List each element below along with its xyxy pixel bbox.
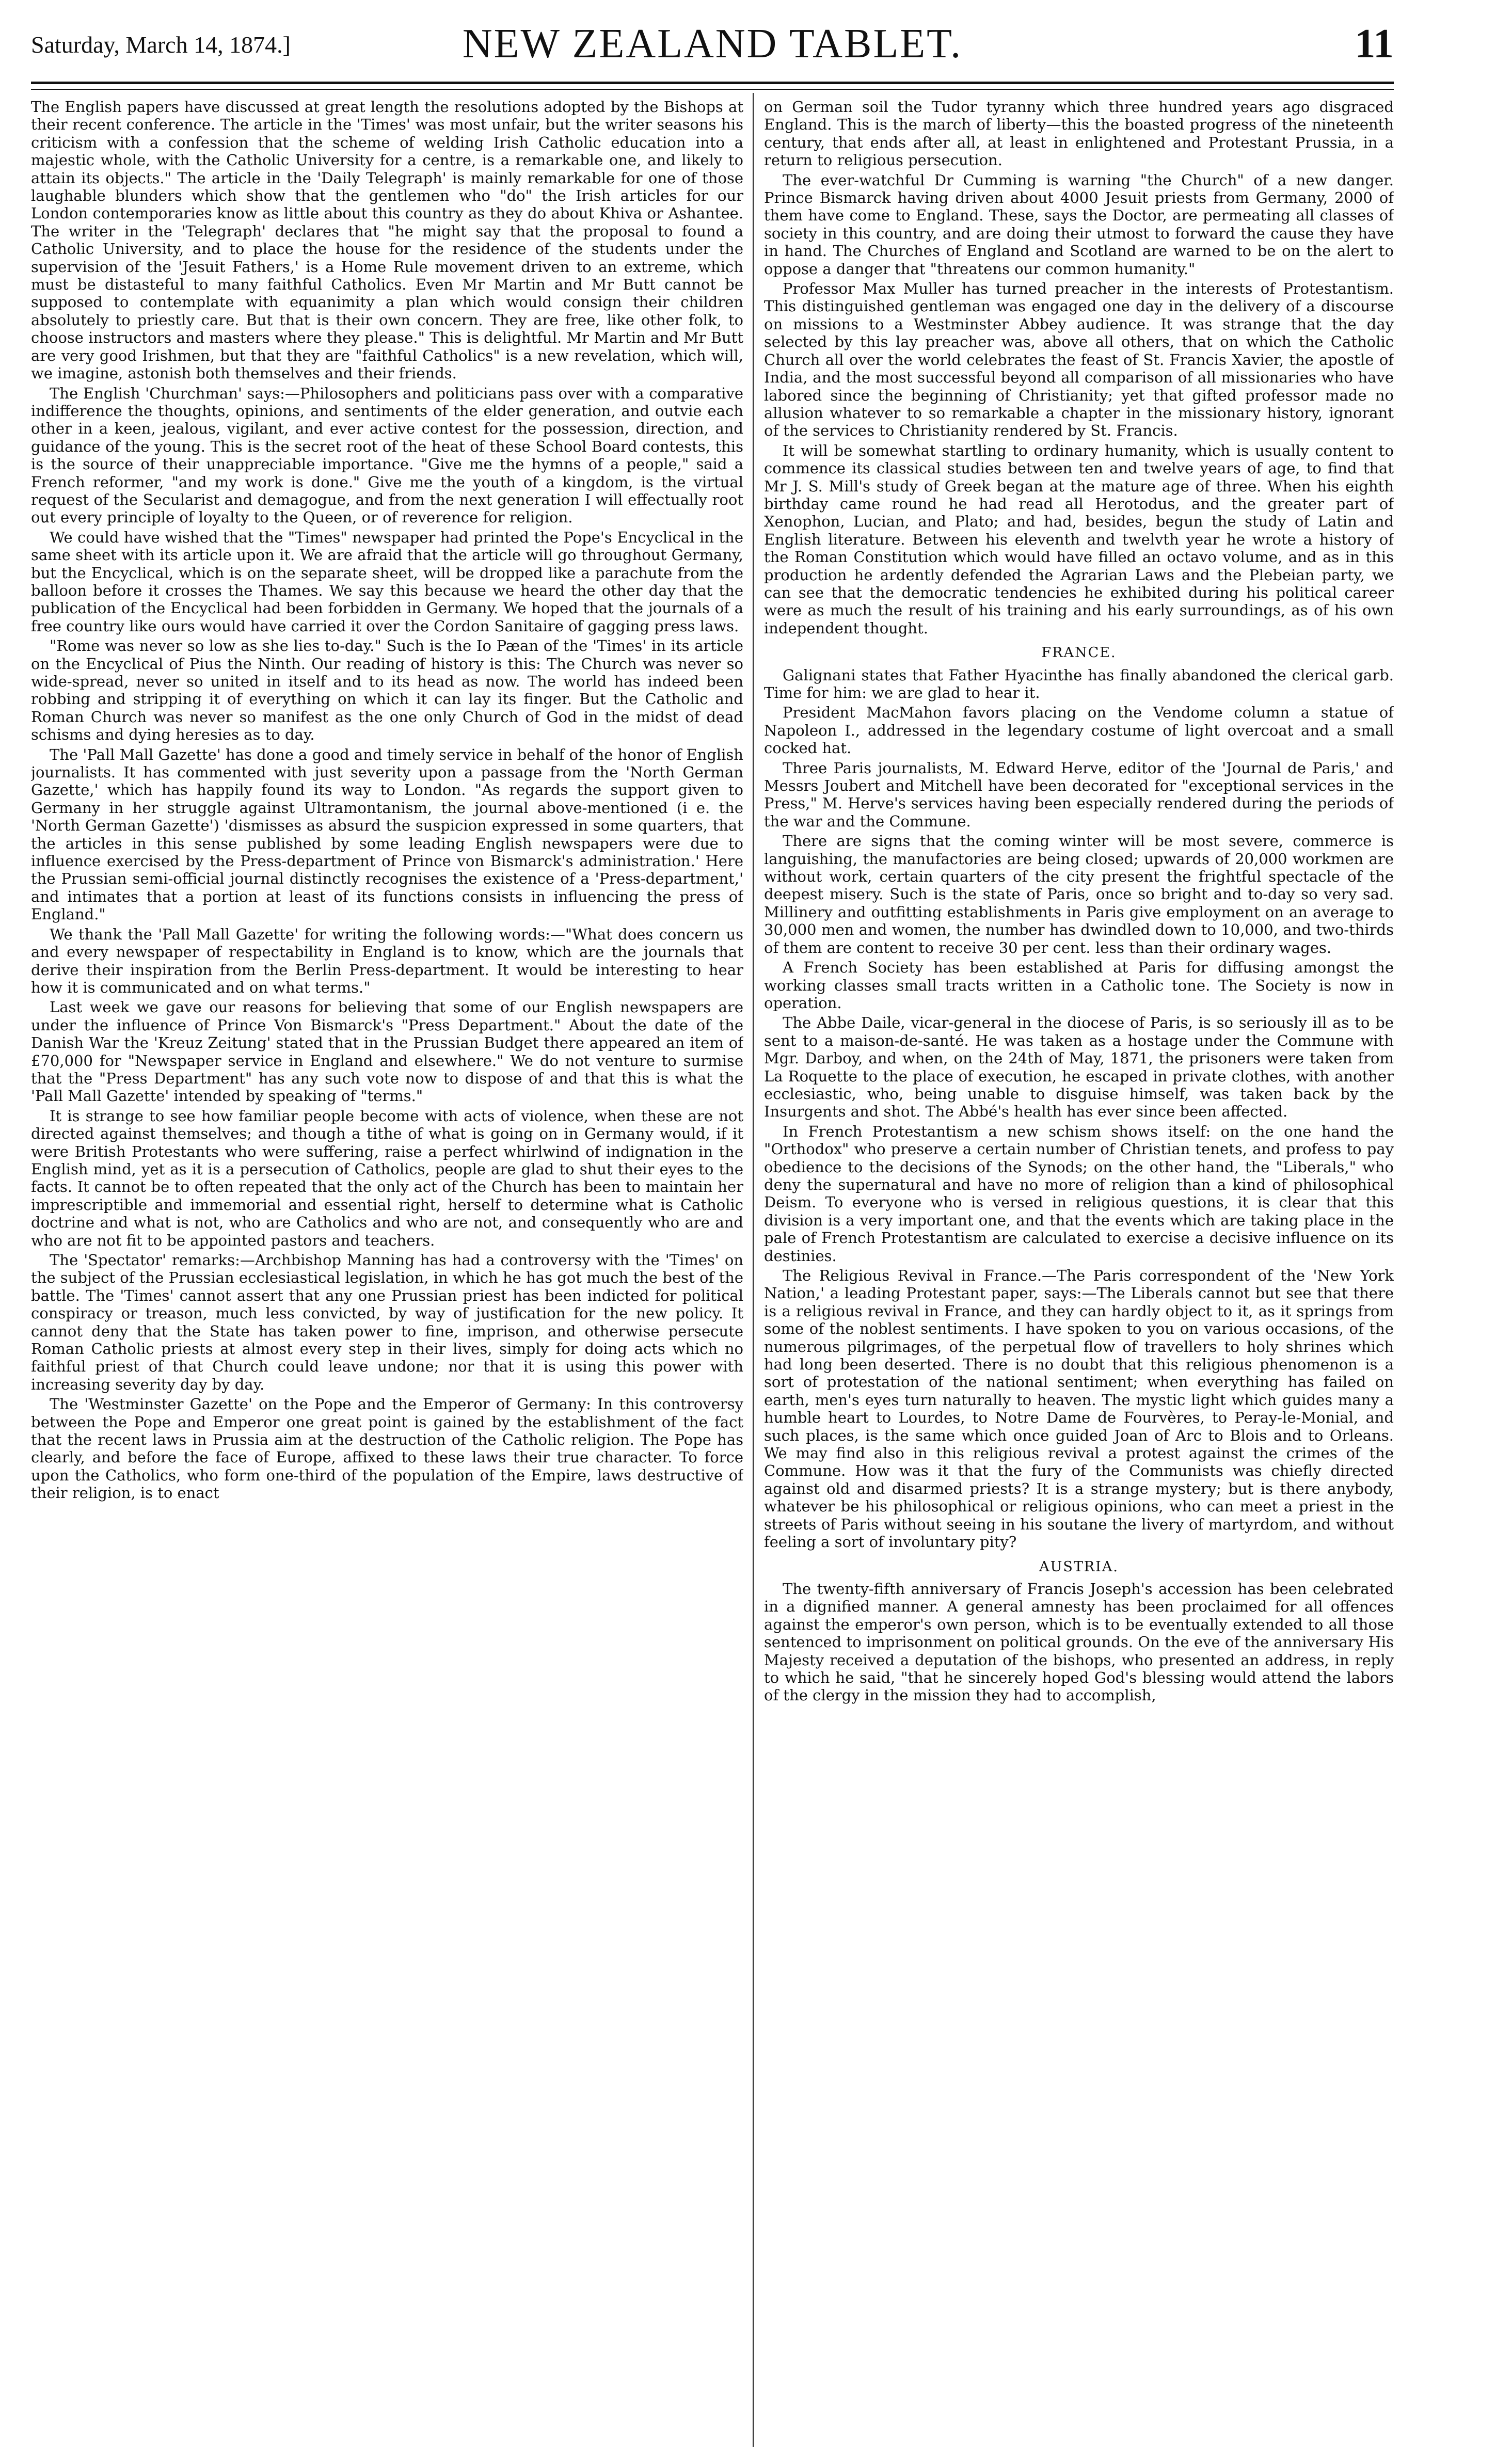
article-paragraph: Professor Max Muller has turned preacher in the interests of Protestantism. This distinguished gentleman was engaged one day in the delivery of a discourse on missions to a Westminster Abbey audience. It was strange that the day selected by this lay preacher was, above all others, that on which the Catholic Church all over the world celebrates the feast of St. Francis Xavier, the apostle of India, and the most successful beyond all comparison of all missionaries who have labored since the beginning of Christianity; yet that gifted professor made no allusion whatever to so remarkable a chapter in the missionary history, ignorant of the services to Christianity rendered by St. Francis. bbox=[764, 280, 1394, 440]
column-divider bbox=[753, 93, 754, 2447]
left-column bbox=[31, 98, 743, 2436]
article-paragraph: "Rome was never so low as she lies to-day." Such is the Io Pæan of the 'Times' in its article on the Encyclical of Pius the Ninth. Our reading of history is this: The Church was never so wide-spread, never so united in itself and to its head as now. The world has indeed been robbing and stripping it of everything on which it can lay its finger. But the Catholic and Roman Church was never so manifest as the one only Church of God in the midst of dead schisms and dying heresies as to day. bbox=[31, 637, 743, 744]
page-number: 11 bbox=[1355, 21, 1394, 67]
article-paragraph: The twenty-fifth anniversary of Francis Joseph's accession has been celebrated in a dignified manner. A general amnesty has been proclaimed for all offences against the emperor's own person, which is to be eventually extended to all those sentenced to imprisonment on political grounds. On the eve of the anniversary His Majesty received a deputation of the bishops, who presented an address, in reply to which he said, "that he sincerely hoped God's blessing would attend the labors of the clergy in the mission they had to accomplish, bbox=[764, 1580, 1394, 1704]
article-paragraph: In French Protestantism a new schism shows itself: on the one hand the "Orthodox" who preserve a certain number of Christian tenets, and profess to pay obedience to the decisions of the Synods; on the other hand, the "Liberals," who deny the supernatural and have no more of religion than a kind of philosophical Deism. To everyone who is versed in religious questions, it is clear that this division is a very important one, and that the events which are taking place in the pale of French Protestantism are calculated to exercise a decisive influence on its destinies. bbox=[764, 1122, 1394, 1265]
header-rule-thin bbox=[31, 89, 1394, 90]
article-paragraph: The English 'Churchman' says:—Philosophers and politicians pass over with a comparative indifference the thoughts, opinions, and sentiments of the elder generation, and outvie each other in a keen, jealous, vigilant, and ever active contest for the possession, direction, and guidance of the young. This is the secret root of the heat of these School Board contests, this is the source of their unappreciable importance. "Give me the hymns of a people," said a French reformer, "and my work is done." Give me the youth of a kingdom, is the virtual request of the Secularist and demagogue, and from the next generation I will effectually root out every principle of loyalty to the Queen, or of reverence for religion. bbox=[31, 384, 743, 527]
article-paragraph: on German soil the Tudor tyranny which three hundred years ago disgraced England. This is the march of liberty—this the boasted progress of the nineteenth century, that ends after all, at least in enlightened and Protestant Prussia, in a return to religious persecution. bbox=[764, 98, 1394, 169]
article-paragraph: The English papers have discussed at great length the resolutions adopted by the Bishops at their recent conference. The article in the 'Times' was most unfair, but the writer seasons his criticism with a confession that the scheme of welding Irish Catholic education into a majestic whole, with the Catholic University for a centre, is a remarkable one, and likely to attain its objects." The article in the 'Daily Telegraph' is mainly remarkable for one of those laughable blunders which show that the gentlemen who "do" the Irish articles for our London contemporaries know as little about this country as they do about Khiva or Ashantee. The writer in the 'Telegraph' declares that "he might say that the proposal to found a Catholic University, and to place the house for the residence of the students under the supervision of the 'Jesuit Fathers,' is a Home Rule movement driven to an extreme, which must be distasteful to many faithful Catholics. Even Mr Martin and Mr Butt cannot be supposed to contemplate with equanimity a plan which would consign their children absolutely to priestly care. But that is their own concern. They are free, like other folk, to choose instructors and masters where they please." This is delightful. Mr Martin and Mr Butt are very good Irishmen, but that they are "faithful Catholics" is a new revelation, which will, we imagine, astonish both themselves and their friends. bbox=[31, 98, 743, 382]
article-paragraph: The 'Pall Mall Gazette' has done a good and timely service in behalf of the honor of English journalists. It has commented with just severity upon a passage from the 'North German Gazette,' which has happily found its way to London. "As regards the support given to Germany in her struggle against Ultramontanism, the journal above-mentioned (i e. the 'North German Gazette') 'dismisses as absurd the suspicion expressed in some quarters, that the articles in this sense published by some leading English newspapers were due to influence exercised by the Press-department of Prince von Bismarck's administration.' Here the Prussian semi-official journal distinctly recognises the existence of a 'Press-department,' and intimates that a portion at least of its functions consists in influencing the press of England." bbox=[31, 745, 743, 923]
article-paragraph: The ever-watchful Dr Cumming is warning "the Church" of a new danger. Prince Bismarck having driven about 4000 Jesuit priests from Germany, 2000 of them have come to England. These, says the Doctor, are permeating all classes of society in this country, and are doing their utmost to forward the cause they have in hand. The Churches of England and Scotland are warned to be on the alert to oppose a danger that "threatens our common humanity." bbox=[764, 171, 1394, 278]
article-paragraph: Galignani states that Father Hyacinthe has finally abandoned the clerical garb. Time for him: we are glad to hear it. bbox=[764, 666, 1394, 702]
issue-date: Saturday, March 14, 1874.] bbox=[31, 31, 291, 58]
article-paragraph: The 'Westminster Gazette' on the Pope and the Emperor of Germany: In this controversy between the Pope and Emperor one great point is gained by the establishment of the fact that the recent laws in Prussia aim at the destruction of the Catholic religion. The Pope has clearly, and before the face of Europe, affixed to these laws their true character. To force upon the Catholics, who form one-third of the population of the Empire, laws destructive of their religion, is to enact bbox=[31, 1395, 743, 1502]
section-heading-austria: AUSTRIA. bbox=[1039, 1558, 1119, 1575]
article-paragraph: President MacMahon favors placing on the Vendome column a statue of Napoleon I., addressed in the legendary costume of light overcoat and a small cocked hat. bbox=[764, 704, 1394, 757]
masthead-title: NEW ZEALAND TABLET. bbox=[462, 21, 963, 67]
article-paragraph: The Abbe Daile, vicar-general in the diocese of Paris, is so seriously ill as to be sent to a maison-de-santé. He was taken as a hostage under the Commune with Mgr. Darboy, and when, on the 24th of May, 1871, the prisoners were taken from La Roquette to the place of execution, he escaped in private clothes, with another ecclesiastic, who, being unable to disguise himself, was taken back by the Insurgents and shot. The Abbé's health has ever since been affected. bbox=[764, 1014, 1394, 1121]
article-paragraph: Last week we gave our reasons for believing that some of our English newspapers are under the influence of Prince Von Bismarck's "Press Department." About the date of the Danish War the 'Kreuz Zeitung' stated that in the Prussian Budget there appeared an item of £70,000 for "Newspaper service in England and elsewhere." We do not venture to surmise that the "Press Department" has any such vote now to dispose of and that this is what the 'Pall Mall Gazette' intended by speaking of "terms." bbox=[31, 998, 743, 1105]
article-paragraph: The 'Spectator' remarks:—Archbishop Manning has had a controversy with the 'Times' on the subject of the Prussian ecclesiastical legislation, in which he has got much the best of the battle. The 'Times' cannot assert that any one Prussian priest has been indicted for political conspiracy or treason, much less convicted, by way of justification for the new policy. It cannot deny that the State has taken power to fine, imprison, and otherwise persecute Roman Catholic priests at almost every step in their lives, simply for doing acts which no faithful priest of that Church could leave undone; nor that it is using this power with increasing severity day by day. bbox=[31, 1251, 743, 1393]
article-paragraph: We thank the 'Pall Mall Gazette' for writing the following words:—"What does concern us and every newspaper of respectability in England is to know, which are the journals that derive their inspiration from the Berlin Press-department. It would be interesting to hear how it is communicated and on what terms." bbox=[31, 925, 743, 996]
article-paragraph: The Religious Revival in France.—The Paris correspondent of the 'New York Nation,' a leading Protestant paper, says:—The Liberals cannot but see that there is a religious revival in France, and they can hardly object to it, as it springs from some of the noblest sentiments. I have spoken to you on various occasions, of the numerous pilgrimages, of the perpetual flow of travellers to holy shrines which had long been deserted. There is no doubt that this religious phenomenon is a sort of protestation of the national sentiment; when everything has failed on earth, men's eyes turn naturally to heaven. The mystic light which guides many a humble heart to Lourdes, to Notre Dame de Fourvères, to Peray-le-Monial, and such places, is the same which once guided Joan of Arc to Blois and to Orleans. We may find also in this religious revival a protest against the crimes of the Commune. How was it that the fury of the Communists was chiefly directed against old and disarmed priests? It is a strange mystery; but is there anybody, whatever be his philosophical or religious opinions, who can meet a priest in the streets of Paris without seeing in his soutane the livery of martyrdom, and without feeling a sort of involuntary pity? bbox=[764, 1267, 1394, 1551]
right-column bbox=[764, 98, 1394, 2436]
article-paragraph: It will be somewhat startling to ordinary humanity, which is usually content to commence its classical studies between ten and twelve years of age, to find that Mr J. S. Mill's study of Greek began at the mature age of three. When his eighth birthday came round he had read all Herotodus, and the greater part of Xenophon, Lucian, and Plato; and had, besides, begun the study of Latin and English literature. Between his eleventh and twelvth year he wrote a history of the Roman Constitution which would have filled an octavo volume, and as in this production he ardently defended the Agrarian Laws and the Plebeian party, we can see that the democratic tendencies he exhibited during his political career were as much the result of his training and his early surroundings, as of his own independent thought. bbox=[764, 441, 1394, 637]
article-paragraph: We could have wished that the "Times" newspaper had printed the Pope's Encyclical in the same sheet with its article upon it. We are afraid that the article will go throughout Germany, but the Encyclical, which is on the separate sheet, will be dropped like a parachute from the balloon before it crosses the Thames. We say this because we heard the other day that the publication of the Encyclical had been forbidden in Germany. We hoped that the journals of a free country like ours would have carried it over the Cordon Sanitaire of gagging press laws. bbox=[31, 528, 743, 635]
article-paragraph: It is strange to see how familiar people become with acts of violence, when these are not directed against themselves; and though a tithe of what is going on in Germany would, if it were British Protestants who were suffering, raise a perfect whirlwind of indignation in the English mind, yet as it is a persecution of Catholics, people are glad to shut their eyes to the facts. It cannot be to often repeated that the only act of the Church has been to maintain her imprescriptible and immemorial and essential right, herself to determine what is Catholic doctrine and what is not, who are Catholics and who are not, and consequently who are and who are not fit to be appointed pastors and teachers. bbox=[31, 1107, 743, 1249]
article-paragraph: Three Paris journalists, M. Edward Herve, editor of the 'Journal de Paris,' and Messrs Joubert and Mitchell have been decorated for "exceptional services in the Press," M. Herve's services having been especially rendered during the periods of the war and the Commune. bbox=[764, 759, 1394, 830]
header-rule bbox=[31, 82, 1394, 84]
article-paragraph: A French Society has been established at Paris for diffusing amongst the working classes small tracts written in a Catholic tone. The Society is now in operation. bbox=[764, 959, 1394, 1012]
article-paragraph: There are signs that the coming winter will be most severe, commerce is languishing, the manufactories are being closed; upwards of 20,000 workmen are without work, certain quarters of the city present the frightful spectacle of the deepest misery. Such is the state of Paris, once so bright and to-day so very sad. Millinery and outfitting establishments in Paris give employment on an average to 30,000 men and women, the number has dwindled down to 10,000, and two-thirds of them are content to receive 30 per cent. less than their ordinary wages. bbox=[764, 832, 1394, 957]
section-heading-france: FRANCE. bbox=[1041, 645, 1117, 661]
page-header bbox=[31, 15, 1394, 77]
